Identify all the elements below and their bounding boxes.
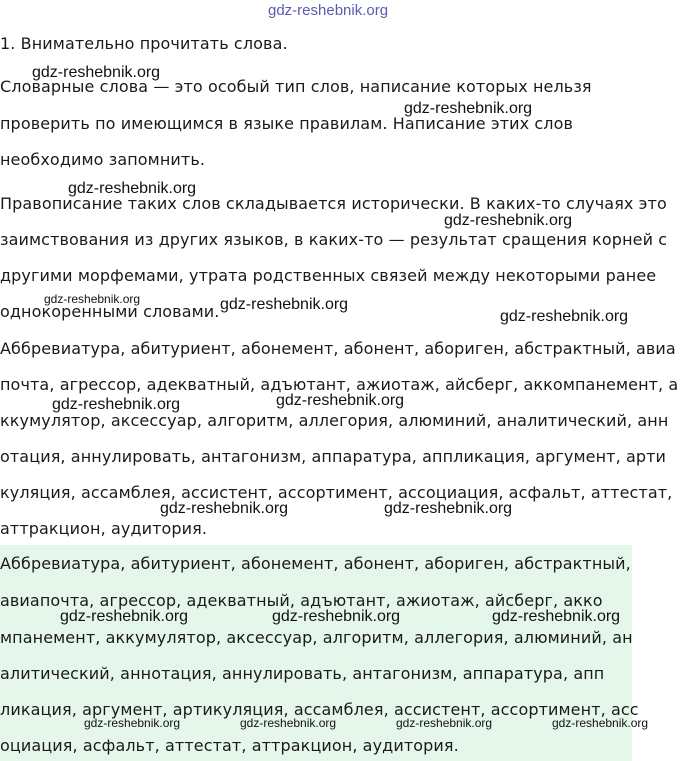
watermark: gdz-reshebnik.org — [84, 716, 181, 730]
paragraph1-line: проверить по имеющимся в языке правилам. Написание этих слов — [0, 114, 574, 133]
paragraph2-line: однокоренными словами. — [0, 302, 220, 321]
watermark: gdz-reshebnik.org — [500, 308, 629, 325]
watermark: gdz-reshebnik.org — [272, 608, 401, 625]
answer-line: мпанемент, аккумулятор, аксессуар, алгоритм, аллегория, алюминий, ан — [0, 628, 633, 647]
watermark: gdz-reshebnik.org — [68, 180, 197, 197]
answer-line: авиапочта, агрессор, адекватный, адъютант, ажиотаж, айсберг, акко — [0, 591, 603, 610]
watermark: gdz-reshebnik.org — [220, 296, 349, 313]
watermark: gdz-reshebnik.org — [552, 716, 649, 730]
word-list-line: почта, агрессор, адекватный, адъютант, ажиотаж, айсберг, аккомпанемент, а — [0, 375, 679, 394]
watermark: gdz-reshebnik.org — [160, 500, 289, 517]
watermark: gdz-reshebnik.org — [396, 716, 493, 730]
word-list-line: Аббревиатура, абитуриент, абонемент, абонент, абориген, абстрактный, авиа — [0, 339, 676, 358]
watermark: gdz-reshebnik.org — [492, 608, 621, 625]
answer-line: Аббревиатура, абитуриент, абонемент, абонент, абориген, абстрактный, — [0, 554, 631, 573]
watermark: gdz-reshebnik.org — [240, 716, 337, 730]
word-list-line: ккумулятор, аксессуар, алгоритм, аллегория, алюминий, аналитический, анн — [0, 411, 669, 430]
word-list-line: куляция, ассамблея, ассистент, ассортимент, ассоциация, асфальт, аттестат, — [0, 483, 673, 502]
paragraph1-line: Словарные слова — это особый тип слов, написание которых нельзя — [0, 77, 592, 96]
watermark: gdz-reshebnik.org — [60, 608, 189, 625]
word-list-line: аттракцион, аудитория. — [0, 519, 208, 538]
answer-line: ликация, аргумент, артикуляция, ассамблея, ассистент, ассортимент, асс — [0, 700, 639, 719]
answer-line: оциация, асфальт, аттестат, аттракцион, аудитория. — [0, 736, 459, 755]
paragraph1-line: необходимо запомнить. — [0, 150, 206, 169]
watermark: gdz-reshebnik.org — [32, 64, 161, 81]
watermark: gdz-reshebnik.org — [52, 396, 181, 413]
watermark: gdz-reshebnik.org — [384, 500, 513, 517]
paragraph2-line: Правописание таких слов складывается исторически. В каких-то случаях это — [0, 194, 667, 213]
task-heading: 1. Внимательно прочитать слова. — [0, 34, 288, 53]
watermark: gdz-reshebnik.org — [404, 100, 533, 117]
watermark: gdz-reshebnik.org — [444, 212, 573, 229]
watermark: gdz-reshebnik.org — [44, 292, 141, 306]
paragraph2-line: другими морфемами, утрата родственных связей между некоторыми ранее — [0, 266, 657, 285]
watermark-top: gdz-reshebnik.org — [268, 2, 389, 19]
word-list-line: отация, аннулировать, антагонизм, аппаратура, аппликация, аргумент, арти — [0, 447, 667, 466]
paragraph2-line: заимствования из других языков, в каких-то — результат сращения корней с — [0, 230, 668, 249]
watermark: gdz-reshebnik.org — [276, 392, 405, 409]
answer-line: алитический, аннотация, аннулировать, антагонизм, аппаратура, апп — [0, 664, 605, 683]
